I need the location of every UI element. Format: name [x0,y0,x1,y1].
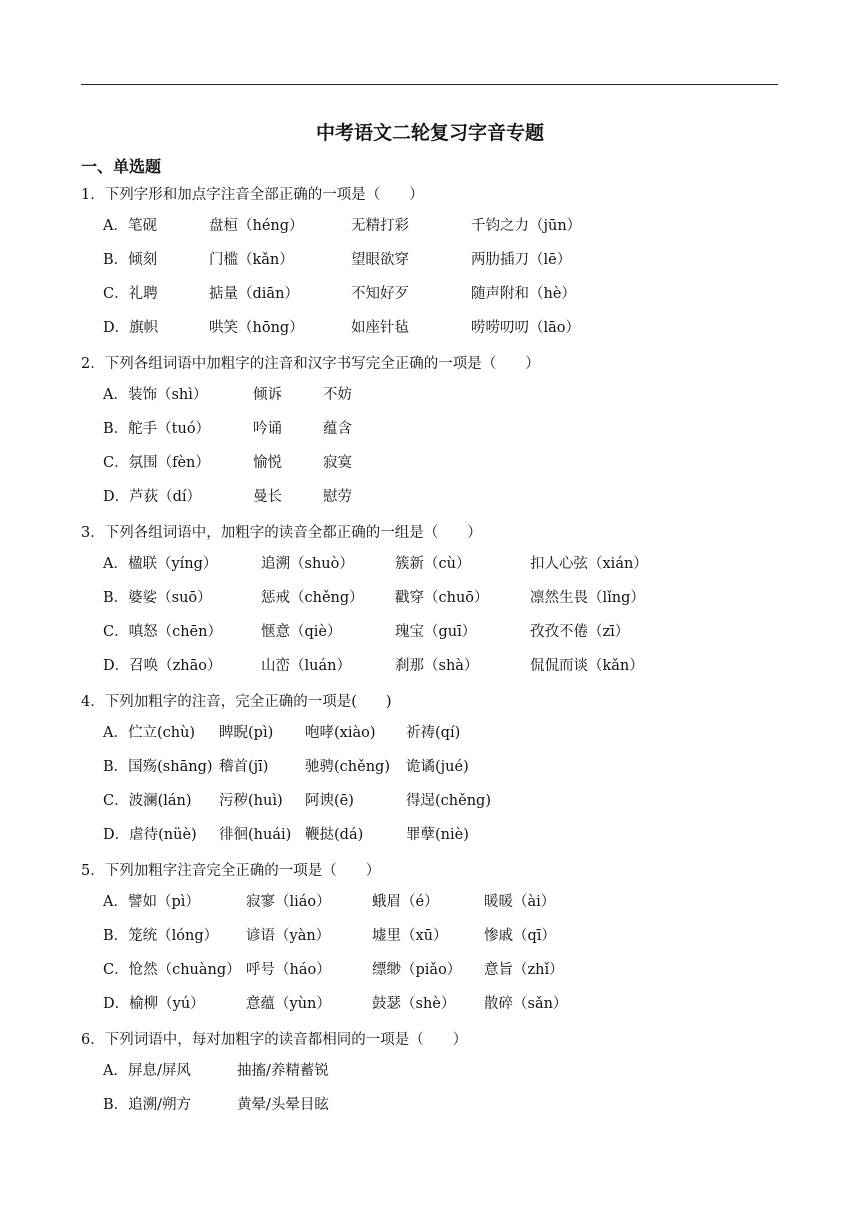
option-term: 门槛（kǎn） [209,252,294,268]
option-term: B．舵手（tuó） [103,421,211,437]
option-term: B．追溯/朔方 [103,1097,192,1113]
option-term: A．楹联（yíng） [103,556,218,572]
option-term: D．旗帜 [103,320,159,336]
option-term: 吟诵 [253,421,282,437]
option-term: 倾诉 [253,387,282,403]
option-term: 稽首(jī) [219,759,269,775]
option-row [103,924,783,946]
page-title: 中考语文二轮复习字音专题 [315,122,544,144]
option-term: 缥缈（piǎo） [372,962,462,978]
option-term: 山峦（luán） [261,658,351,674]
question-stem: 1．下列字形和加点字注音全部正确的一项是（ ） [81,187,424,203]
option-term: 戳穿（chuō） [395,590,489,606]
option-term: 得逞(chěng) [406,793,491,809]
option-term: 祈祷(qí) [406,725,461,741]
option-row [103,1059,783,1081]
option-term: 暖暖（ài） [484,894,556,910]
option-term: C．波澜(lán) [103,793,192,809]
option-term: 簇新（cù） [395,556,471,572]
option-row [103,1093,783,1115]
option-term: A．装饰（shì） [103,387,208,403]
option-term: C．嗔怒（chēn） [103,624,222,640]
option-row [103,586,783,608]
option-term: 唠唠叨叨（lāo） [471,320,581,336]
option-term: C．礼聘 [103,286,158,302]
option-term: 如座针毡 [351,320,409,336]
option-term: 愉悦 [253,455,282,471]
option-term: 呼号（háo） [246,962,331,978]
option-term: 谚语（yàn） [246,928,331,944]
option-term: D．榆柳（yú） [103,996,205,1012]
option-term: D．召唤（zhāo） [103,658,222,674]
option-term: 阿谀(ē) [305,793,354,809]
option-term: 驰骋(chěng) [305,759,390,775]
option-term: 诡谲(jué) [406,759,469,775]
header-rule [81,84,778,85]
option-term: 侃侃而谈（kǎn） [530,658,644,674]
section-heading: 一、单选题 [81,157,162,176]
option-row [103,214,783,236]
option-term: 徘徊(huái) [219,827,292,843]
option-term: 罪孽(niè) [406,827,469,843]
option-term: A．伫立(chù) [103,725,196,741]
option-row [103,823,783,845]
option-row [103,383,783,405]
option-term: 污秽(huì) [219,793,283,809]
option-term: 盘桓（héng） [209,218,304,234]
option-term: 掂量（diān） [209,286,299,302]
option-term: 惩戒（chěng） [261,590,364,606]
option-term: B．倾刻 [103,252,158,268]
option-term: 蛾眉（é） [372,894,439,910]
option-row [103,451,783,473]
question-stem: 2．下列各组词语中加粗字的注音和汉字书写完全正确的一项是（ ） [81,356,540,372]
option-term: 哄笑（hōng） [209,320,304,336]
option-term: 黄晕/头晕目眩 [237,1097,329,1113]
option-row [103,552,783,574]
option-term: 惬意（qiè） [261,624,342,640]
option-term: A．笔砚 [103,218,157,234]
option-row [103,992,783,1014]
option-term: 追溯（shuò） [261,556,354,572]
option-term: D．虐待(nüè) [103,827,197,843]
option-term: 意蕴（yùn） [246,996,331,1012]
option-term: 鞭挞(dá) [305,827,364,843]
option-row [103,316,783,338]
option-row [103,890,783,912]
option-term: 千钧之力（jūn） [471,218,582,234]
option-term: 刹那（shà） [395,658,479,674]
question-stem: 4．下列加粗字的注音，完全正确的一项是( ) [81,694,392,710]
option-term: B．婆娑（suō） [103,590,212,606]
option-term: 寂寥（liáo） [246,894,331,910]
option-term: 抽搐/养精蓄锐 [237,1063,329,1079]
option-term: 两肋插刀（lē） [471,252,572,268]
option-term: 凛然生畏（lǐng） [530,590,645,606]
option-row [103,958,783,980]
option-term: 随声附和（hè） [471,286,576,302]
option-row [103,721,783,743]
option-term: 不妨 [323,387,352,403]
option-term: 咆哮(xiào) [305,725,376,741]
option-term: B．国殇(shāng) [103,759,213,775]
option-term: 惨戚（qī） [484,928,556,944]
option-term: 孜孜不倦（zī） [530,624,630,640]
option-term: 曼长 [253,489,282,505]
option-row [103,417,783,439]
option-term: B．笼统（lóng） [103,928,219,944]
option-term: D．芦荻（dí） [103,489,202,505]
question-stem: 5．下列加粗字注音完全正确的一项是（ ） [81,863,381,879]
option-term: 散碎（sǎn） [484,996,568,1012]
question-stem: 6．下列词语中，每对加粗字的读音都相同的一项是（ ） [81,1032,468,1048]
option-term: 无精打彩 [351,218,409,234]
option-term: 鼓瑟（shè） [372,996,456,1012]
option-row [103,248,783,270]
option-row [103,620,783,642]
option-term: 扣人心弦（xián） [530,556,648,572]
option-term: 望眼欲穿 [351,252,409,268]
option-term: C．氛围（fèn） [103,455,210,471]
option-row [103,654,783,676]
option-term: 寂寞 [323,455,352,471]
option-term: 瑰宝（guī） [395,624,477,640]
option-term: 不知好歹 [351,286,409,302]
option-term: 墟里（xū） [372,928,448,944]
option-term: 慰劳 [323,489,352,505]
option-row [103,755,783,777]
option-row [103,282,783,304]
option-term: 睥睨(pì) [219,725,274,741]
option-term: C．怆然（chuàng） [103,962,241,978]
option-row [103,789,783,811]
option-term: A．屏息/屏风 [103,1063,191,1079]
question-stem: 3．下列各组词语中，加粗字的读音全都正确的一组是（ ） [81,525,482,541]
option-term: 蕴含 [323,421,352,437]
option-row [103,485,783,507]
option-term: A．譬如（pì） [103,894,200,910]
option-term: 意旨（zhǐ） [484,962,564,978]
